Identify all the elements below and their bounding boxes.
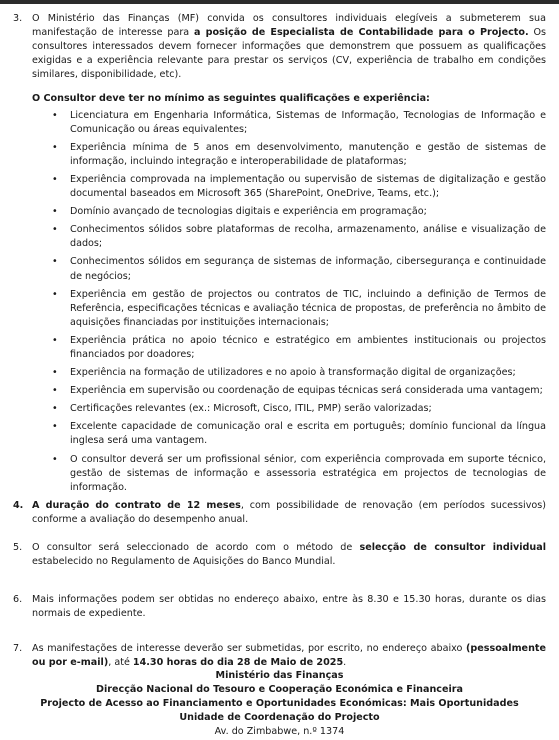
item-5 — [6, 541, 546, 569]
bullet-icon: • — [52, 334, 58, 346]
item-4-paragraph — [32, 499, 546, 527]
requirements-title: O Consultor deve ter no mínimo as seguintes qualificações e experiência: — [32, 93, 430, 105]
bullet-icon: • — [52, 173, 58, 185]
requirement-text: Experiência na formação de utilizadores e no apoio à transformação digital de organizações; — [70, 367, 516, 379]
bullet-icon: • — [52, 224, 58, 236]
requirement-text: Excelente capacidade de comunicação oral e escrita em português; domínio funcional da língua inglesa será uma vantagem. — [70, 421, 546, 447]
street-address: Av. do Zimbabwe, n.º 1374 — [214, 726, 345, 738]
item-7-paragraph — [32, 642, 546, 670]
requirement-text: Experiência mínima de 5 anos em desenvolvimento, manutenção e gestão de sistemas de informação, incluindo integração e interoperabilidade de plataformas; — [70, 141, 546, 167]
text: estabelecido no Regulamento de Aquisições do Banco Mundial. — [32, 556, 336, 568]
submission-mode: (pessoalmente ou por e-mail) — [32, 643, 546, 669]
requirement-item — [52, 288, 546, 330]
requirement-item — [52, 255, 546, 283]
item-7 — [6, 642, 546, 670]
position-title: a posição de Especialista de Contabilidade para o Projecto. — [193, 27, 529, 39]
top-border — [0, 0, 559, 4]
requirement-item — [52, 334, 546, 362]
item-number: 5. — [13, 542, 23, 553]
item-number: 7. — [13, 643, 23, 655]
selection-method: selecção de consultor individual — [359, 542, 546, 553]
bullet-icon: • — [52, 403, 58, 415]
item-6-paragraph: Mais informações podem ser obtidas no endereço abaixo, entre às 8.30 e 15.30 horas, durante os dias normais de expediente. — [32, 594, 546, 620]
requirement-text: Certificações relevantes (ex.: Microsoft, Cisco, ITIL, PMP) serão valorizadas; — [70, 403, 432, 415]
text: , com possibilidade de renovação (em períodos sucessivos) conforme a avaliação do desempenho anual. — [32, 499, 547, 525]
requirement-text: Licenciatura em Engenharia Informática, Sistemas de Informação, Tecnologias de Informação e Comunicação ou áreas equivalentes; — [70, 109, 546, 135]
item-6 — [6, 593, 546, 621]
text: Os consultores interessados devem fornecer informações que demonstrem que possuem as qualificações exigidas e a experiência relevante para prestar os serviços (CV, experiência de trabalho em condições similares, disponibilidade, etc). — [32, 27, 546, 81]
requirement-item — [52, 141, 546, 169]
text: , até — [108, 657, 133, 669]
bullet-icon: • — [52, 141, 58, 153]
deadline: 14.30 horas do dia 28 de Maio de 2025 — [132, 657, 344, 669]
item-3 — [6, 12, 546, 495]
text: . — [343, 657, 347, 669]
requirement-text: Experiência em gestão de projectos ou contratos de TIC, incluindo a definição de Termos de Referência, especificações técnicas e avaliação técnica de propostas, de preferência no âmbito de aquisições financiadas por instituições internacionais; — [70, 288, 546, 328]
requirement-item — [52, 402, 546, 416]
address-block — [0, 669, 559, 739]
bullet-icon: • — [52, 453, 58, 465]
requirement-text: Experiência prática no apoio técnico e estratégico em ambientes institucionais ou projectos financiados por doadores; — [70, 334, 546, 360]
requirement-text: Domínio avançado de tecnologias digitais e experiência em programação; — [70, 206, 427, 218]
bullet-icon: • — [52, 421, 58, 433]
item-3-paragraph — [32, 12, 546, 82]
unit-name: Unidade de Coordenação do Projecto — [179, 712, 380, 724]
item-number: 6. — [13, 594, 23, 606]
bullet-icon: • — [52, 385, 58, 397]
requirement-text: Experiência em supervisão ou coordenação de equipas técnicas será considerada uma vantagem; — [70, 385, 543, 397]
bullet-icon: • — [52, 367, 58, 379]
requirement-item — [52, 205, 546, 219]
item-number: 3. — [13, 13, 23, 24]
requirement-item — [52, 366, 546, 380]
requirement-item — [52, 453, 546, 495]
ministry-name: Ministério das Finanças — [215, 670, 344, 681]
directorate-name: Direcção Nacional do Tesouro e Cooperação Económica e Financeira — [96, 684, 463, 696]
requirements-list — [32, 109, 546, 495]
contract-duration: A duração do contrato de 12 meses — [32, 499, 241, 511]
text: As manifestações de interesse deverão ser submetidas, por escrito, no endereço abaixo — [32, 643, 467, 655]
requirement-item — [52, 223, 546, 251]
item-4 — [6, 499, 546, 527]
bullet-icon: • — [52, 206, 58, 218]
bullet-icon: • — [52, 288, 58, 300]
bullet-icon: • — [52, 256, 58, 268]
project-name: Projecto de Acesso ao Financiamento e Oportunidades Económicas: Mais Oportunidades — [40, 698, 519, 710]
bullet-icon: • — [52, 109, 58, 121]
requirement-item — [52, 109, 546, 137]
requirement-text: Conhecimentos sólidos sobre plataformas de recolha, armazenamento, análise e visualização de dados; — [70, 224, 546, 250]
text: O consultor será seleccionado de acordo com o método de — [32, 542, 360, 553]
item-number: 4. — [13, 499, 24, 511]
requirement-text: Experiência comprovada na implementação ou supervisão de sistemas de digitalização e gestão documental baseados em Microsoft 365 (SharePoint, OneDrive, Teams, etc.); — [70, 173, 546, 200]
text: O Ministério das Finanças (MF) convida os consultores individuais elegíveis a submeterem sua manifestação de interesse para — [32, 13, 546, 39]
requirement-item — [52, 420, 546, 448]
document-body — [6, 12, 546, 671]
requirement-item — [52, 384, 546, 398]
requirement-text: O consultor deverá ser um profissional sénior, com experiência comprovada em suporte técnico, gestão de sistemas de informação e assessoria estratégica em projectos de tecnologias de informação. — [70, 453, 546, 493]
item-5-paragraph — [32, 541, 546, 569]
requirement-item — [52, 173, 546, 201]
requirement-text: Conhecimentos sólidos em segurança de sistemas de informação, cibersegurança e continuidade de negócios; — [70, 256, 546, 282]
